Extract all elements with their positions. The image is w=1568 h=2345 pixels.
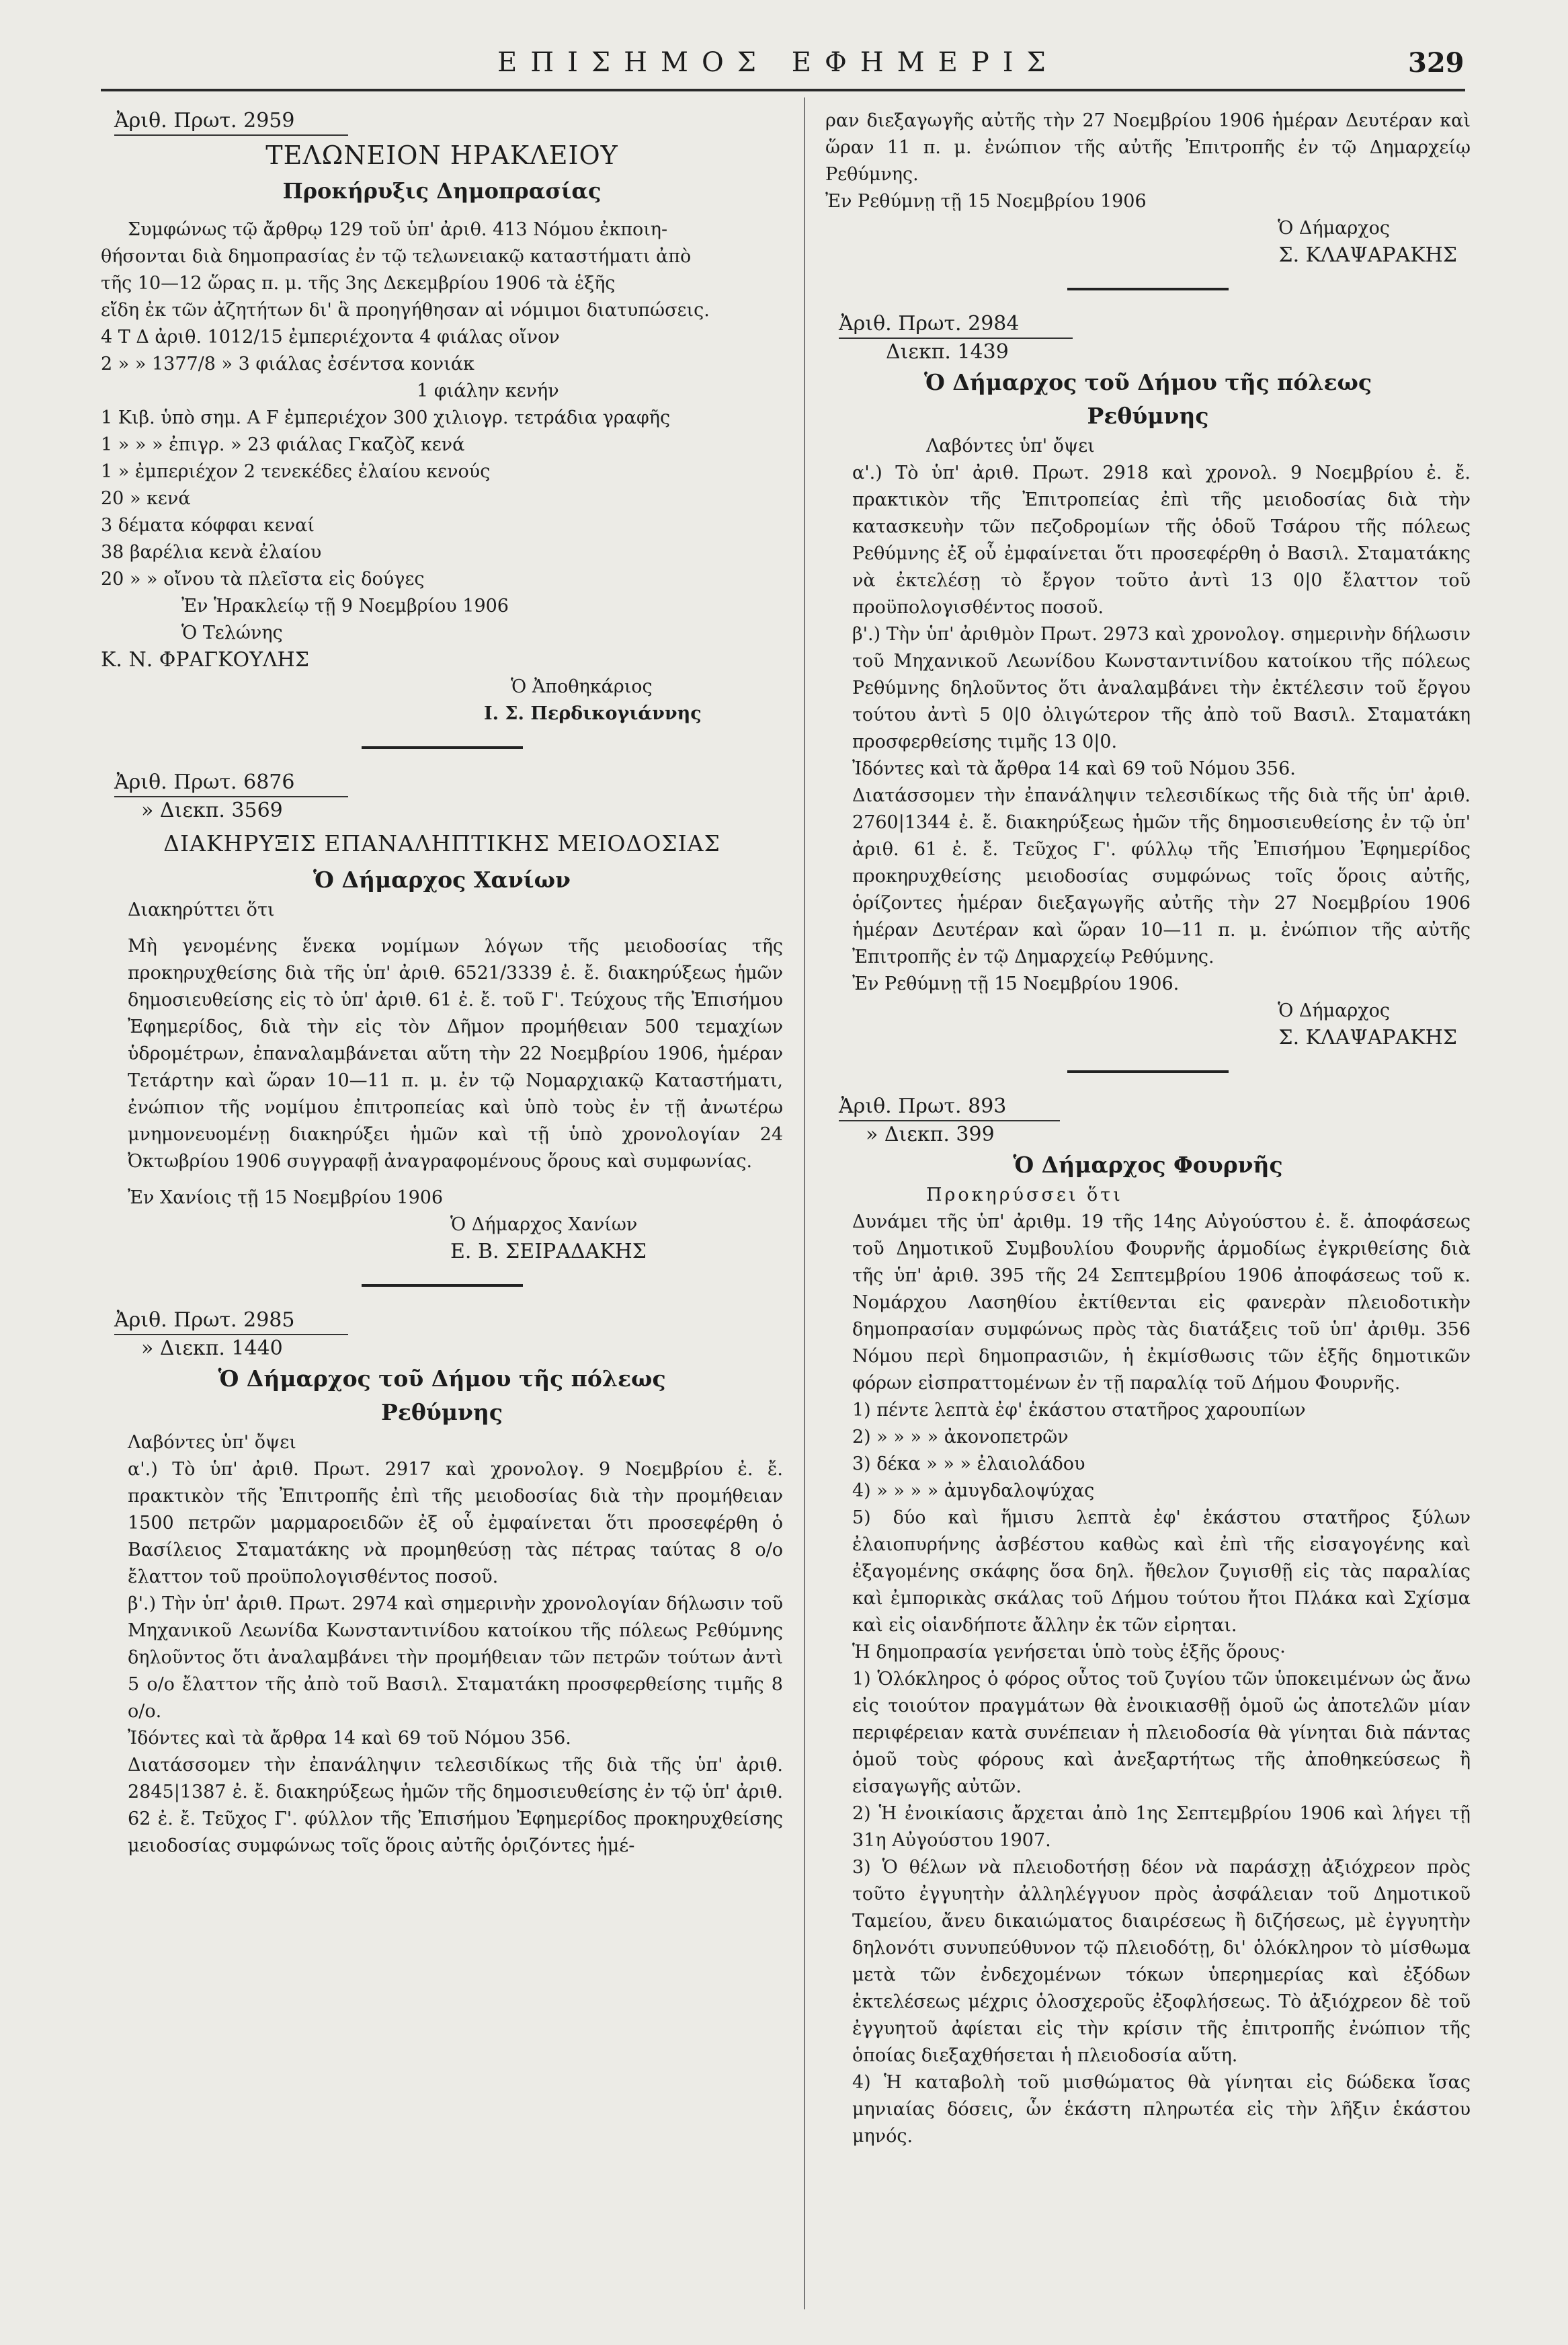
- tax-item-5: 5) δύο καὶ ἥμισυ λεπτὰ ἐφ' ἑκάστου στατῆρος ξύλων ἐλαιοπυρήνης ἀσβέστου καθὼς καὶ ἐπὶ τῆς εἰσαγογένης καὶ ἐξαγομένης σκάφης ὅσα δηλ. ἤθελον ζυγισθῇ εἰς τὰς παραλίας καὶ ἐμπορικὰς σκάλας τοῦ Δήμου τούτου ἤτοι Πλάκα καὶ Σχίσμα καὶ εἰς οἱανδήποτε ἄλλην ἐκ τῶν εἰρηται.: [852, 1507, 1471, 1636]
- notice-title: ΔΙΑΚΗΡΥΞΙΣ ΕΠΑΝΑΛΗΠΤΙΚΗΣ ΜΕΙΟΔΟΣΙΑΣ: [163, 830, 720, 857]
- signature-title: Ὁ Δήμαρχος Χανίων: [450, 1214, 638, 1235]
- paragraph-c: Ἰδόντες καὶ τὰ ἄρθρα 14 καὶ 69 τοῦ Νόμου 356.: [128, 1728, 571, 1749]
- notice-title: Προκήρυξις Δημοπρασίας: [282, 178, 602, 204]
- column-divider: [804, 97, 805, 2309]
- dispatch-number: » Διεκπ. 1440: [141, 1337, 283, 1360]
- signature-name: Σ. ΚΛΑΨΑΡΑΚΗΣ: [1278, 243, 1457, 267]
- item-line: 38 βαρέλια κενὰ ἐλαίου: [101, 542, 322, 563]
- paragraph-d: Διατάσσομεν τὴν ἐπανάληψιν τελεσιδίκως τῆς διὰ τῆς ὑπ' ἀριθ. 2760|1344 ἐ. ἔ. διακηρύξεως ἡμῶν τῆς δημοσιευθείσης ἐν τῷ ὑπ' ἀριθ. 61 ἐ. ἔ. Τεῦχος Γ'. φύλλῳ τῆς Ἐπισήμου Ἐφημερίδος προκηρυχθείσης μειοδοσίας συμφώνως τοῖς ὅροις αὐτῆς, ὁρίζοντες ἡμέραν διεξαγωγῆς αὐτῆς τὴν 27 Νοεμβρίου 1906 ἡμέραν Δευτέραν καὶ ὥραν 10—11 π. μ. ἐνώπιον τῆς αὐτῆς Ἐπιτροπῆς ἐν τῷ Δημαρχείῳ Ρεθύμνης.: [852, 785, 1471, 967]
- notice-intro: Προκηρύσσει ὅτι: [926, 1185, 1123, 1205]
- notice-subtitle: Ὁ Δήμαρχος Χανίων: [313, 867, 571, 893]
- section-separator: [1067, 288, 1229, 290]
- body-line: Συμφώνως τῷ ἄρθρῳ 129 τοῦ ὑπ' ἀριθ. 413 Νόμου ἐκποιη-: [128, 219, 668, 240]
- notice-org: ΤΕΛΩΝΕΙΟΝ ΗΡΑΚΛΕΙΟΥ: [265, 141, 618, 170]
- notice-rethymno-2: [825, 311, 1471, 1051]
- item-line: 2 » » 1377/8 » 3 φιάλας ἐσέντσα κονιάκ: [101, 354, 474, 374]
- signature-name: Ι. Σ. Περδικογιάννης: [484, 703, 702, 724]
- section-separator: [362, 1284, 523, 1287]
- term-2: 2) Ἡ ἐνοικίασις ἄρχεται ἀπὸ 1ης Σεπτεμβρίου 1906 καὶ λήγει τῇ 31η Αὐγούστου 1907.: [852, 1803, 1471, 1851]
- term-4: 4) Ἡ καταβολὴ τοῦ μισθώματος θὰ γίνηται εἰς δώδεκα ἴσας μηνιαίας δόσεις, ὧν ἑκάστη πληρωτέα εἰς τὴν λῆξιν ἑκάστου μηνός.: [852, 2072, 1471, 2147]
- header-rule: [101, 89, 1465, 91]
- item-line: 1 » » » ἐπιγρ. » 23 φιάλας Γκαζὸζ κενά: [101, 434, 465, 455]
- notice-customs: [101, 108, 783, 727]
- tax-item: 1) πέντε λεπτὰ ἐφ' ἑκάστου στατῆρος χαρουπίων: [852, 1400, 1306, 1421]
- notice-title-line2: Ρεθύμνης: [381, 1399, 503, 1425]
- signature-name: Σ. ΚΛΑΨΑΡΑΚΗΣ: [1278, 1026, 1457, 1049]
- signature-title: Ὁ Δήμαρχος: [1278, 218, 1390, 239]
- paragraph-1: Δυνάμει τῆς ὑπ' ἀριθμ. 19 τῆς 14ης Αὐγούστου ἐ. ἔ. ἀποφάσεως τοῦ Δημοτικοῦ Συμβουλίου Φουρνῆς ἁρμοδίως ἐγκριθείσης διὰ τῆς ὑπ' ἀριθ. 395 τῆς 24 Σεπτεμβρίου 1906 ἀποφάσεως τοῦ κ. Νομάρχου Λασηθίου ἐκτίθενται εἰς φανερὰν πλειοδοτικὴν δημοπρασίαν συμφώνως πρὸς τὰς διατάξεις τοῦ ὑπ' ἀριθμ. 356 Νόμου περὶ δημοπρασιῶν, ἡ ἐκμίσθωσις τῶν ἑξῆς δημοτικῶν φόρων εἰσπραττομένων ἐν τῇ παραλίᾳ τοῦ Δήμου Φουρνῆς.: [852, 1211, 1471, 1394]
- notice-title: Ὁ Δήμαρχος Φουρνῆς: [1013, 1152, 1283, 1178]
- paragraph-a: α'.) Τὸ ὑπ' ἀριθ. Πρωτ. 2917 καὶ χρονολογ. 9 Νοεμβρίου ἐ. ἔ. πρακτικὸν τῆς Ἐπιτροπῆς ἐπὶ τῆς μειοδοσίας διὰ τὴν προμήθειαν 1500 πετρῶν μαρμαροειδῶν ἐξ οὗ ἐμφαίνεται ὅτι προσεφέρθη ὁ Βασίλειος Σταματάκης νὰ προμηθεύσῃ τὰς πέτρας ταύτας 8 ο/ο ἔλαττον τοῦ προϋπολογισθέντος ποσοῦ.: [128, 1459, 783, 1587]
- signature-title: Ὁ Ἀποθηκάριος: [511, 676, 653, 697]
- item-line: 20 » κενά: [101, 488, 191, 509]
- body-line: θήσονται διὰ δημοπρασίας ἐν τῷ τελωνειακῷ καταστήματι ἀπὸ: [101, 246, 692, 267]
- notice-title-line2: Ρεθύμνης: [1087, 403, 1209, 429]
- notice-intro: Λαβόντες ὑπ' ὄψει: [926, 436, 1095, 456]
- notice-title: Ὁ Δήμαρχος τοῦ Δήμου τῆς πόλεως: [218, 1365, 666, 1392]
- tax-item: 2) » » » » ἀκονοπετρῶν: [852, 1427, 1069, 1447]
- protocol-number: Ἀριθ. Πρωτ. 6876: [114, 769, 348, 797]
- newspaper-title: ΕΠΙΣΗΜΟΣ ΕΦΗΜΕΡΙΣ: [497, 47, 1059, 78]
- page-header: [0, 27, 1568, 87]
- paragraph-c: Ἰδόντες καὶ τὰ ἄρθρα 14 καὶ 69 τοῦ Νόμου 356.: [852, 758, 1296, 779]
- protocol-number: Ἀριθ. Πρωτ. 2959: [114, 108, 348, 136]
- notice-intro: Λαβόντες ὑπ' ὄψει: [128, 1432, 296, 1453]
- item-line: 3 δέματα κόφφαι κεναί: [101, 515, 315, 536]
- paragraph-b: β'.) Τὴν ὑπ' ἀριθ. Πρωτ. 2974 καὶ σημερινὴν χρονολογίαν δήλωσιν τοῦ Μηχανικοῦ Λεωνίδα Κωνσταντινίδου κατοίκου τῆς πόλεως Ρεθύμνης δηλοῦντος ὅτι ἀναλαμβάνει τὴν προμήθειαν τῶν πετρῶν τούτων ἀντὶ 5 ο/ο ἔλαττον τῆς ἀπὸ τοῦ Βασιλ. Σταματάκη προσφερθείσης τιμῆς 8 ο/ο.: [128, 1593, 783, 1722]
- item-line: 1 φιάλην κενήν: [417, 381, 559, 401]
- notice-rethymno-1-continued: [825, 108, 1471, 269]
- notice-fourni: [825, 1093, 1471, 2150]
- dispatch-number: » Διεκπ. 3569: [141, 799, 283, 822]
- paragraph-d: Διατάσσομεν τὴν ἐπανάληψιν τελεσιδίκως τῆς διὰ τῆς ὑπ' ἀριθ. 2845|1387 ἐ. ἔ. διακηρύξεως ἡμῶν τῆς δημοσιευθείσης ἐν τῷ ὑπ' ἀριθ. 62 ἐ. ἔ. Τεῦχος Γ'. φύλλον τῆς Ἐπισήμου Ἐφημερίδος προκηρυχθείσης μειοδοσίας συμφώνως τοῖς ὅροις αὐτῆς ὁριζόντες ἡμέ-: [128, 1755, 783, 1856]
- paragraph-a: α'.) Τὸ ὑπ' ἀριθ. Πρωτ. 2918 καὶ χρονολ. 9 Νοεμβρίου ἐ. ἔ. πρακτικὸν τῆς Ἐπιτροπείας ἐπὶ τῆς μειοδοσίας διὰ τὴν κατασκευὴν τῶν πεζοδρομίων τῆς ὁδοῦ Τσάρου τῆς πόλεως Ρεθύμνης ἐξ οὗ ἐμφαίνεται ὅτι προσεφέρθη ὁ Βασιλ. Σταματάκης νὰ ἐκτελέσῃ τὸ ἔργον τοῦτο ἀντὶ 13 0|0 ἔλαττον τοῦ προϋπολογισθέντος ποσοῦ.: [852, 463, 1471, 618]
- continued-body: ραν διεξαγωγῆς αὐτῆς τὴν 27 Νοεμβρίου 1906 ἡμέραν Δευτέραν καὶ ὥραν 11 π. μ. ἐνώπιον τῆς αὐτῆς Ἐπιτροπῆς ἐν τῷ Δημαρχείῳ Ρεθύμνης.: [825, 110, 1471, 185]
- signature-title: Ὁ Δήμαρχος: [1278, 1000, 1390, 1021]
- signature-name: Ε. Β. ΣΕΙΡΑΔΑΚΗΣ: [450, 1240, 647, 1263]
- notice-chania: [101, 769, 783, 1265]
- item-line: 1 » ἐμπεριέχον 2 τενεκέδες ἐλαίου κενούς: [101, 461, 491, 482]
- place-date: Ἐν Ἡρακλείῳ τῇ 9 Νοεμβρίου 1906: [181, 596, 509, 617]
- body-line: τῆς 10—12 ὥρας π. μ. τῆς 3ης Δεκεμβρίου 1906 τὰ ἑξῆς: [101, 273, 616, 294]
- signature-name: Κ. Ν. ΦΡΑΓΚΟΥΛΗΣ: [101, 648, 309, 672]
- item-line: 4 Τ Δ ἀριθ. 1012/15 ἐμπεριέχοντα 4 φιάλας οἴνον: [101, 327, 560, 348]
- paragraph-b: β'.) Τὴν ὑπ' ἀριθμὸν Πρωτ. 2973 καὶ χρονολογ. σημερινὴν δήλωσιν τοῦ Μηχανικοῦ Λεωνίδου Κωνσταντινίδου κατοίκου τῆς πόλεως Ρεθύμνης δηλοῦντος ὅτι ἀναλαμβάνει τὴν ἐκτέλεσιν τοῦ ἔργου τούτου ἀντὶ 5 0|0 ὀλιγώτερον τῆς ἀπὸ τοῦ Βασιλ. Σταματάκη προσφερθείσης τιμῆς 13 0|0.: [852, 624, 1471, 752]
- dispatch-number: Διεκπ. 1439: [886, 340, 1009, 364]
- item-line: 1 Κιβ. ὑπὸ σημ. Α F ἐμπεριέχον 300 χιλιογρ. τετράδια γραφῆς: [101, 407, 671, 428]
- left-column: [101, 108, 783, 1860]
- item-line: 20 » » οἴνου τὰ πλεῖστα εἰς δούγες: [101, 569, 425, 590]
- term-3: 3) Ὁ θέλων νὰ πλειοδοτήσῃ δέον νὰ παράσχῃ ἀξιόχρεον πρὸς τοῦτο ἐγγυητὴν ἀλληλέγγυον πρὸς ἀσφάλειαν τοῦ Δημοτικοῦ Ταμείου, ἄνευ δικαιώματος διαιρέσεως ἢ διζήσεως, μὲ ἐγγυητὴν δηλονότι συνυπεύθυνον τῷ πλειοδότῃ, δι' ὁλόκληρον τὸ μίσθωμα μετὰ τῶν ἐνδεχομένων τόκων ὑπερημερίας καὶ ἐξόδων ἐκτελέσεως μέχρις ὁλοσχεροῦς ἐξοφλήσεως. Τὸ ἀξιόχρεον δὲ τοῦ ἐγγυητοῦ ἀφίεται εἰς τὴν κρίσιν τῆς ἐπιτροπῆς ἐνώπιον τῆς ὁποίας διεξαχθήσεται ἡ πλειοδοσία αὕτη.: [852, 1857, 1471, 2066]
- protocol-number: Ἀριθ. Πρωτ. 2984: [839, 311, 1073, 339]
- protocol-number: Ἀριθ. Πρωτ. 893: [839, 1093, 1060, 1121]
- place-date: Ἐν Ρεθύμνῃ τῇ 15 Νοεμβρίου 1906.: [852, 973, 1180, 994]
- terms-intro: Ἡ δημοπρασία γενήσεται ὑπὸ τοὺς ἑξῆς ὅρους·: [852, 1642, 1286, 1663]
- tax-item: 3) δέκα » » » ἐλαιολάδου: [852, 1454, 1085, 1474]
- tax-item: 4) » » » » ἀμυγδαλοψύχας: [852, 1480, 1095, 1501]
- notice-body: Μὴ γενομένης ἕνεκα νομίμων λόγων τῆς μειοδοσίας τῆς προκηρυχθείσης διὰ τῆς ὑπ' ἀριθ. 6521/3339 ἐ. ἔ. διακηρύξεως ἡμῶν δημοσιευθείσης εἰς τὸ ὑπ' ἀριθ. 61 ἐ. ἔ. τοῦ Γ'. Τεύχους τῆς Ἐπισήμου Ἐφημερίδος, διὰ τὴν εἰς τὸν Δῆμον προμήθειαν 500 τεμαχίων ὑδρομέτρων, ἐπαναλαμβάνεται αὕτη τὴν 22 Νοεμβρίου 1906, ἡμέραν Τετάρτην καὶ ὥραν 10—11 π. μ. ἐν τῷ Νομαρχιακῷ Καταστήματι, ἐνώπιον τῆς νομίμου ἐπιτροπείας καὶ ὑπὸ τοὺς ἐν τῇ ἀνωτέρω μνημονευομένῃ διακηρύξει ἡμῶν καὶ τῇ ὑπὸ χρονολογίαν 24 Ὀκτωβρίου 1906 συγγραφῇ ἀναγραφομένους ὅρους καὶ συμφωνίας.: [128, 936, 783, 1172]
- section-separator: [362, 746, 523, 749]
- place-date: Ἐν Χανίοις τῇ 15 Νοεμβρίου 1906: [128, 1187, 444, 1208]
- term-1: 1) Ὁλόκληρος ὁ φόρος οὗτος τοῦ ζυγίου τῶν ὑποκειμένων ὡς ἄνω εἰς τοιούτον πραγμάτων θὰ ἐνοικιασθῇ ὁμοῦ ὡς ἀποτελῶν μίαν περιφέρειαν κατὰ συνέπειαν ἡ πλειοδοσία θὰ γίνηται διὰ πάντας ὁμοῦ τοὺς φόρους καὶ ἀνεξαρτήτως τῆς ἀποθηκεύσεως ἢ εἰσαγωγῆς αὐτῶν.: [852, 1669, 1471, 1797]
- notice-title: Ὁ Δήμαρχος τοῦ Δήμου τῆς πόλεως: [923, 369, 1372, 395]
- dispatch-number: » Διεκπ. 399: [866, 1123, 995, 1146]
- protocol-number: Ἀριθ. Πρωτ. 2985: [114, 1307, 348, 1335]
- place-date: Ἐν Ρεθύμνῃ τῇ 15 Νοεμβρίου 1906: [825, 191, 1147, 212]
- page-number: 329: [1408, 47, 1464, 79]
- section-separator: [1067, 1070, 1229, 1073]
- notice-intro: Διακηρύττει ὅτι: [128, 900, 275, 920]
- body-line: εἴδη ἐκ τῶν ἀζητήτων δι' ἃ προηγήθησαν αἱ νόμιμοι διατυπώσεις.: [101, 300, 710, 321]
- right-column: [825, 108, 1471, 2150]
- signature-title: Ὁ Τελώνης: [181, 623, 283, 643]
- notice-rethymno-1: [101, 1307, 783, 1860]
